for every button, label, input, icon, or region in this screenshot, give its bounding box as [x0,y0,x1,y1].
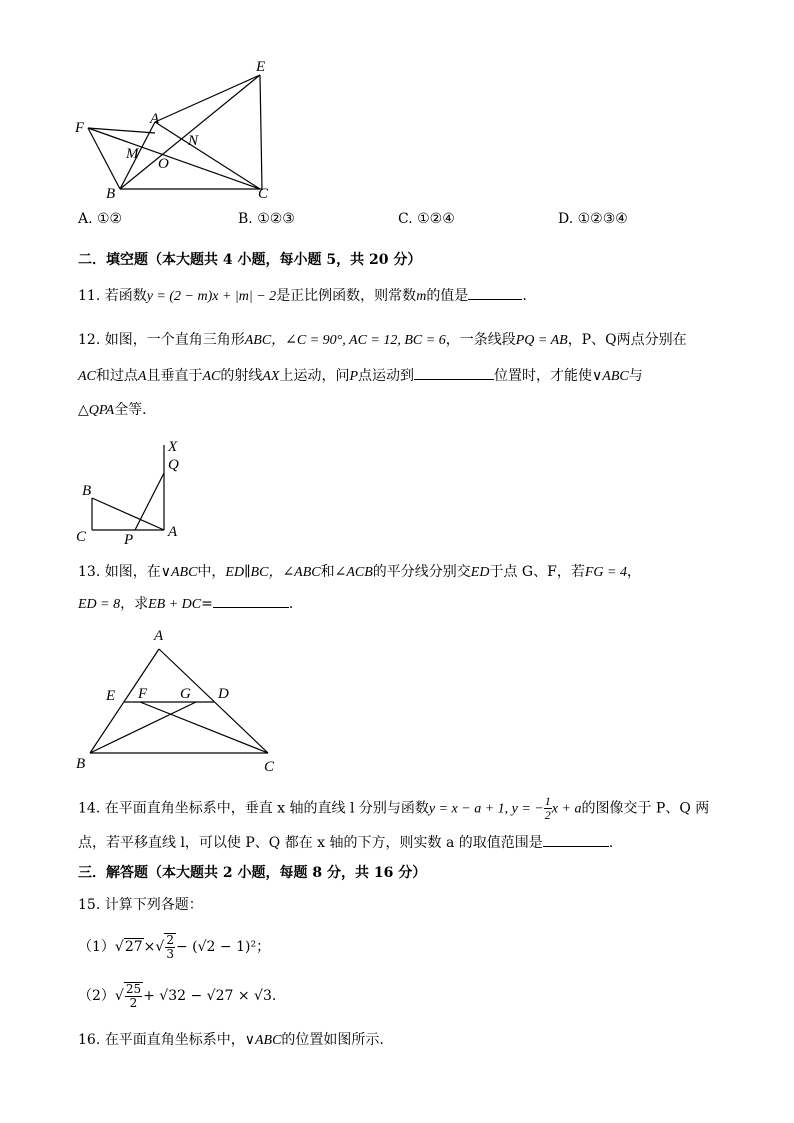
label-b: B [106,186,116,202]
choice-a: A. ①② [78,211,123,227]
q15-part1-fraction [164,933,176,961]
segment-ae [155,75,260,122]
q15-part2-label: （2） [78,988,115,1004]
q12-text-2b: 和过点 [95,368,138,384]
q15-part2-end: . [271,988,277,1004]
q15-part2-fraction [124,982,143,1010]
segment-ac [159,649,268,753]
figure-q12 [70,435,200,547]
q16-text-b: ∨ABC [244,1033,282,1048]
label-d: D [218,686,229,702]
q13-text-2a: ED = 8 [78,597,121,612]
q15-part1-sqrt-sign: √ [114,939,124,955]
q12-answer-blank [414,365,494,380]
q11-number: 11. 若函数 [78,288,147,304]
q14-text-b: y = x − a + 1, y = − [428,801,544,817]
q11-variable: m [416,289,427,304]
q12-text-1f: ，P、Q两点分别在 [567,332,687,348]
q15-part1-rest: − (√2 − 1)² [175,939,257,955]
q14-fraction [544,795,552,822]
q13-text-j: 于点 G、F，若 [489,564,585,580]
q12-text-2j: 点运动到 [358,368,415,384]
label-o: O [158,156,169,172]
q14-text-2a: 点，若平移直线 l，可以使 P、Q 都在 x 轴的下方，则实数 a 的取值范围是 [78,835,543,851]
label-x: X [168,439,178,455]
q15-part1-num: 2 [166,933,174,947]
q13-text-2e: . [288,596,294,612]
q14-fraction-num: 1 [544,794,551,808]
q13-text-f: 和 [320,564,335,580]
q12-text-1b: ABC [244,333,272,348]
q14-text-a: 14. 在平面直角坐标系中，垂直 x 轴的直线 l 分别与函数 [78,800,429,817]
q13-text-a: 13. 如图，在 [78,564,161,580]
label-a: A [168,524,178,540]
q15-part1-times: × [143,939,156,955]
q12-text-2k: 位置时，才能使 [494,368,593,384]
q12-text-2e: AC [202,369,221,384]
segment-pq [135,473,164,530]
question-11 [78,285,527,307]
q13-text-g: ∠ACB [334,565,373,580]
question-15-part-2: （2）√ $\frac{25}{2}$ + √32 − √27 × √3. [78,982,277,1010]
choice-b: B. ①②③ [238,211,295,227]
label-f: F [138,686,148,702]
q13-text-d: ED∥BC [225,565,269,580]
question-14-line-1 [78,795,709,822]
bisector-b [90,702,196,753]
bisector-c [140,702,268,753]
q15-part2-rest: + √32 − √27 × √3 [143,988,272,1004]
q13-text-e: ，∠ABC [268,565,321,580]
q15-part1-den: 3 [166,947,174,961]
segment-ba [92,498,164,530]
q15-part1-radicand: 27 [124,939,143,955]
label-c: C [258,186,269,202]
q12-text-2i: P [349,369,359,384]
q12-text-2l: ∨ABC [592,369,629,384]
q12-text-3b: 全等． [114,402,157,418]
q15-part1-end: ； [256,939,271,955]
section-3-title: 三．解答题（本大题共 2 小题，每题 8 分，共 16 分） [78,865,427,881]
label-c: C [76,529,87,545]
q14-fraction-den: 2 [544,808,551,822]
q11-end: . [522,288,527,304]
q13-text-2b: ，求 [120,596,149,612]
question-16 [78,1030,384,1051]
q14-text-2b: . [608,835,614,851]
segment-fc [88,128,260,189]
q13-text-i: ED [470,565,490,580]
segment-ec [260,75,262,189]
q12-text-3a: △QPA [78,403,115,418]
label-n: N [188,133,199,149]
q13-text-b: ∨ABC [160,565,198,580]
q12-text-1c: ，∠C = 90°, AC = 12, BC = 6 [271,333,446,348]
q12-text-1d: ，一条线段 [445,332,516,348]
q13-text-2c: EB + DC [148,597,202,612]
figure-q10 [70,55,290,205]
q12-text-2m: 与 [628,368,643,384]
label-b: B [76,756,86,772]
segment-ab [90,649,159,753]
question-14-line-2 [78,832,613,853]
question-12-line-2 [78,365,643,387]
label-g: G [180,686,191,702]
q12-text-1a: 12. 如图，一个直角三角形 [78,332,245,348]
label-a: A [150,111,160,127]
q12-text-1e: PQ = AB [515,333,568,348]
label-p: P [124,532,134,547]
choice-d: D. ①②③④ [558,211,628,227]
question-12-line-3 [78,400,156,421]
figure-q13 [70,622,290,777]
q15-part2-num: 25 [125,982,142,996]
q12-text-2a: AC [78,369,96,384]
label-e: E [256,59,266,75]
q13-text-l: ， [626,564,641,580]
label-e: E [106,688,116,704]
q14-answer-blank [543,832,609,847]
question-13-line-1 [78,562,641,583]
question-13-line-2 [78,593,293,615]
q11-tail: 的值是 [426,288,469,304]
section-2-title: 二．填空题（本大题共 4 小题，每小题 5，共 20 分） [78,252,422,268]
q14-text-d: 的图像交于 P、Q 两 [581,800,710,817]
label-c: C [264,759,275,775]
label-f: F [75,120,85,136]
q13-text-c: 中， [197,564,226,580]
label-m: M [126,146,139,162]
q11-answer-blank [468,285,522,300]
q13-text-k: FG = 4 [584,565,627,580]
segment-ac [155,122,260,189]
q15-part2-den: 2 [129,996,138,1010]
label-a: A [154,628,164,644]
q13-text-h: 的平分线分别交 [372,564,471,580]
q12-text-2g: AX [262,369,280,384]
question-12-line-1 [78,330,687,351]
q12-text-2h: 上运动，问 [279,368,350,384]
q13-answer-blank [213,593,289,608]
q12-text-2c: A [137,369,147,384]
q11-mid: 是正比例函数，则常数 [276,288,417,304]
label-q: Q [168,457,179,473]
question-15-title: 15. 计算下列各题： [78,897,203,913]
q16-text-a: 16. 在平面直角坐标系中， [78,1032,245,1048]
label-b: B [82,483,92,499]
q13-text-2d: = [201,596,213,612]
q12-text-2f: 的射线 [220,368,263,384]
segment-fa [88,128,155,133]
question-15-part-1: （1）√27×√ $\frac{2}{3}$ − (√2 − 1)²； [78,933,271,961]
q11-expression: y = (2 − m)x + |m| − 2 [146,289,277,304]
q15-part1-label: （1） [78,939,115,955]
q14-text-c: x + a [551,801,582,817]
choice-c: C. ①②④ [398,211,455,227]
q16-text-c: 的位置如图所示. [281,1032,384,1048]
q12-text-2d: 且垂直于 [146,368,203,384]
